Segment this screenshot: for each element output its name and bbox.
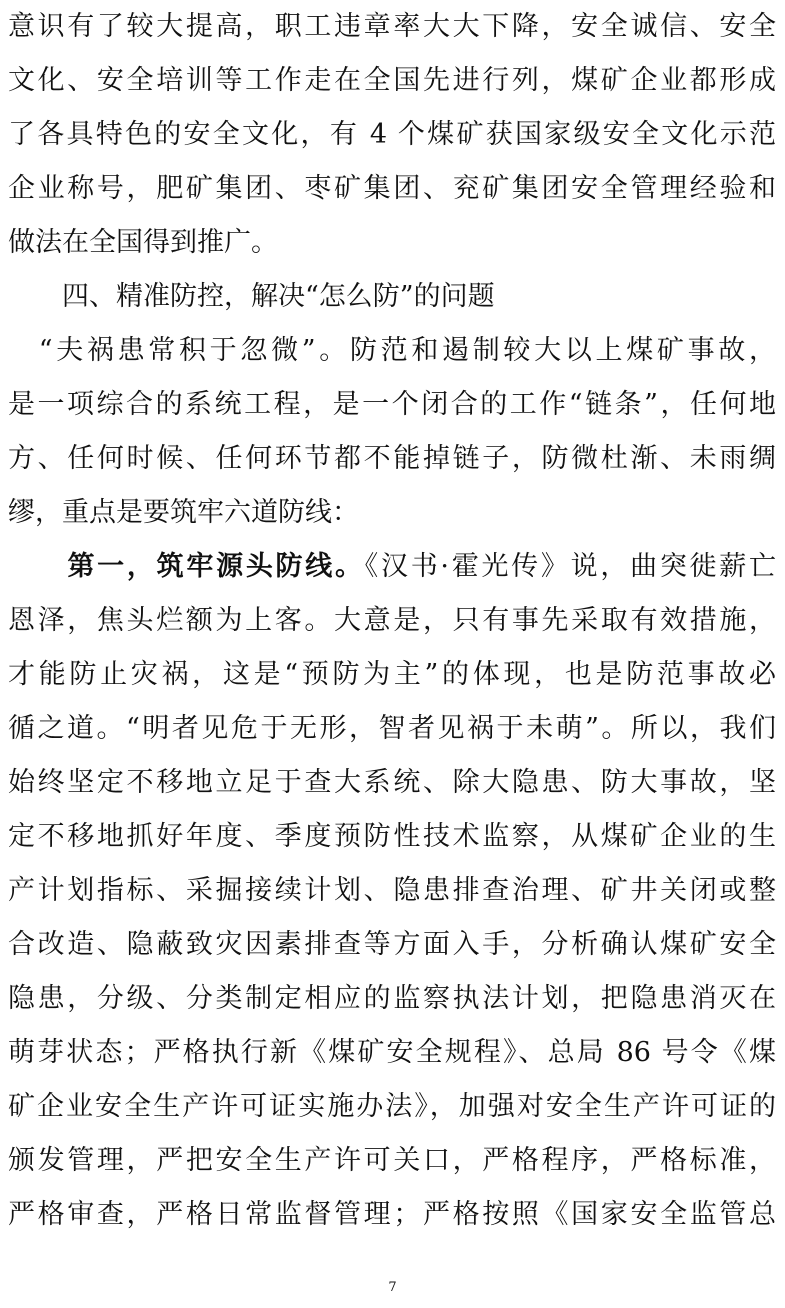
paragraph-line: 意识有了较大提高，职工违章率大大下降，安全诚信、安全 [8,11,776,42]
paragraph-line: 缪，重点是要筑牢六道防线： [8,497,359,528]
paragraph-line: 恩泽，焦头烂额为上客。大意是，只有事先采取有效措施， [8,605,776,636]
paragraph-line: 矿企业安全生产许可证实施办法》，加强对安全生产许可证的 [8,1091,776,1122]
paragraph-line: “夫祸患常积于忽微”。防范和遏制较大以上煤矿事故， [8,335,776,366]
bold-heading: 第一，筑牢源头防线。 [8,551,365,582]
paragraph-line: 才能防止灾祸，这是“预防为主”的体现，也是防范事故必 [8,659,776,690]
paragraph-line: 隐患，分级、分类制定相应的监察执法计划，把隐患消灭在 [8,983,776,1014]
paragraph-line: 方、任何时候、任何环节都不能掉链子，防微杜渐、未雨绸 [8,443,776,474]
paragraph-line: 颁发管理，严把安全生产许可关口，严格程序，严格标准， [8,1145,776,1176]
paragraph-line: 是一项综合的系统工程，是一个闭合的工作“链条”，任何地 [8,389,776,420]
paragraph-line [8,540,776,594]
page-number: 7 [388,1280,397,1295]
paragraph-line: 企业称号，肥矿集团、枣矿集团、兖矿集团安全管理经验和 [8,173,776,204]
line-text: 《汉书·霍光传》说，曲突徙薪亡 [364,551,776,582]
section-heading: 四、精准防控，解决“怎么防”的问题 [8,281,495,312]
paragraph-line: 合改造、隐蔽致灾因素排查等方面入手，分析确认煤矿安全 [8,929,776,960]
paragraph-line: 严格审查，严格日常监督管理；严格按照《国家安全监管总 [8,1199,776,1230]
paragraph-line: 循之道。“明者见危于无形，智者见祸于未萌”。所以，我们 [8,713,776,744]
paragraph-line: 定不移地抓好年度、季度预防性技术监察，从煤矿企业的生 [8,821,776,852]
paragraph-line: 始终坚定不移地立足于查大系统、除大隐患、防大事故，坚 [8,767,776,798]
paragraph-line: 了各具特色的安全文化，有 4 个煤矿获国家级安全文化示范 [8,119,776,150]
paragraph-line: 文化、安全培训等工作走在全国先进行列，煤矿企业都形成 [8,65,776,96]
paragraph-line: 萌芽状态；严格执行新《煤矿安全规程》、总局 86 号令《煤 [8,1037,776,1068]
paragraph-line: 产计划指标、采掘接续计划、隐患排查治理、矿井关闭或整 [8,875,776,906]
paragraph-line: 做法在全国得到推广。 [8,227,278,258]
